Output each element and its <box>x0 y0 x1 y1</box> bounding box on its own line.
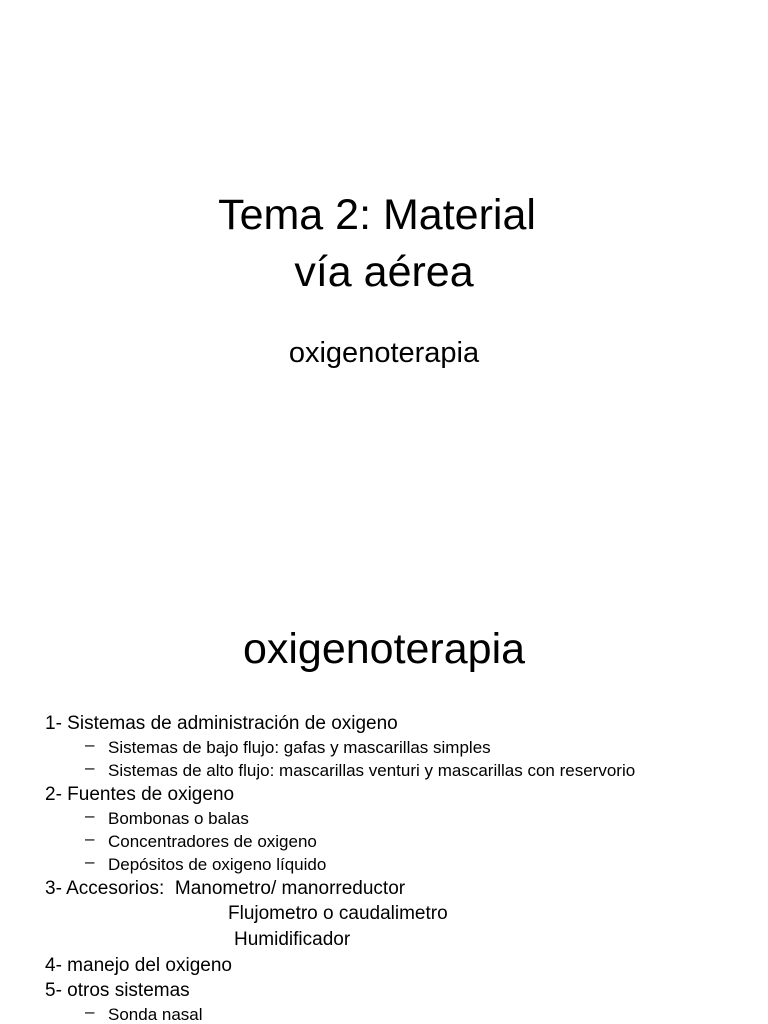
outline-subitem-text: Depósitos de oxigeno líquido <box>108 855 327 874</box>
dash-bullet: – <box>85 735 95 754</box>
outline-item: 1- Sistemas de administración de oxigeno <box>45 713 398 734</box>
outline-continuation: Humidificador <box>234 929 351 950</box>
outline-subitem-text: Sistemas de bajo flujo: gafas y mascarillas simples <box>108 738 491 757</box>
outline-subitem <box>45 853 755 876</box>
slide-subtitle: oxigenoterapia <box>288 337 480 369</box>
dash-bullet: – <box>85 1002 95 1021</box>
outline-item: 3- Accesorios: Manometro/ manorreductor <box>45 878 406 899</box>
dash-bullet: – <box>85 852 95 871</box>
outline-subitem <box>45 1003 755 1024</box>
slide-title-line-2: vía aérea <box>294 248 474 296</box>
outline-continuation: Flujometro o caudalimetro <box>228 903 448 924</box>
outline-subitem-text: Concentradores de oxigeno <box>108 832 317 851</box>
outline-subitem <box>45 830 755 853</box>
outline-item: 4- manejo del oxigeno <box>45 955 232 976</box>
dash-bullet: – <box>85 829 95 848</box>
outline-subitem-text: Bombonas o balas <box>108 809 249 828</box>
outline-item: 5- otros sistemas <box>45 980 190 1001</box>
dash-bullet: – <box>85 758 95 777</box>
outline-subitem <box>45 759 755 782</box>
outline-subitem <box>45 736 755 759</box>
outline-subitem-text: Sistemas de alto flujo: mascarillas venturi y mascarillas con reservorio <box>108 761 636 780</box>
outline-list <box>45 711 755 1024</box>
dash-bullet: – <box>85 806 95 825</box>
outline-subitem <box>45 807 755 830</box>
outline-item: 2- Fuentes de oxigeno <box>45 784 235 805</box>
slide-outline <box>0 512 768 1024</box>
slide-title-line-1: Tema 2: Material <box>218 191 536 239</box>
slide-heading: oxigenoterapia <box>242 625 526 673</box>
outline-subitem-text: Sonda nasal <box>108 1005 203 1024</box>
